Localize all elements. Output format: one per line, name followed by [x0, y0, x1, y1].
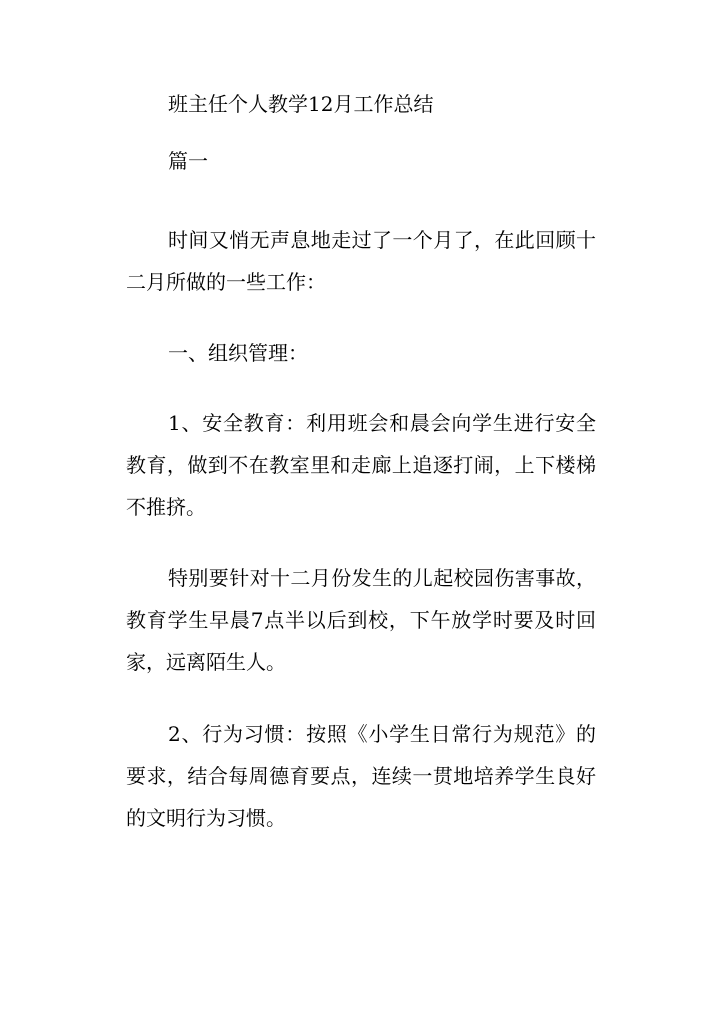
section-label: 篇一 — [168, 149, 208, 173]
intro-paragraph: 时间又悄无声息地走过了一个月了，在此回顾十二月所做的一些工作： — [126, 228, 596, 294]
behavior-paragraph: 2、行为习惯：按照《小学生日常行为规范》的要求，结合每周德育要点，连续一贯地培养学生良好的文明行为习惯。 — [126, 722, 596, 830]
incident-paragraph: 特别要针对十二月份发生的儿起校园伤害事故，教育学生早晨7点半以后到校，下午放学时要及时回家，远离陌生人。 — [126, 566, 596, 674]
section-heading: 一、组织管理： — [168, 341, 308, 365]
document-title: 班主任个人教学12月工作总结 — [168, 92, 434, 116]
safety-paragraph: 1、安全教育：利用班会和晨会向学生进行安全教育，做到不在教室里和走廊上追逐打闹，上下楼梯不推挤。 — [126, 411, 596, 519]
